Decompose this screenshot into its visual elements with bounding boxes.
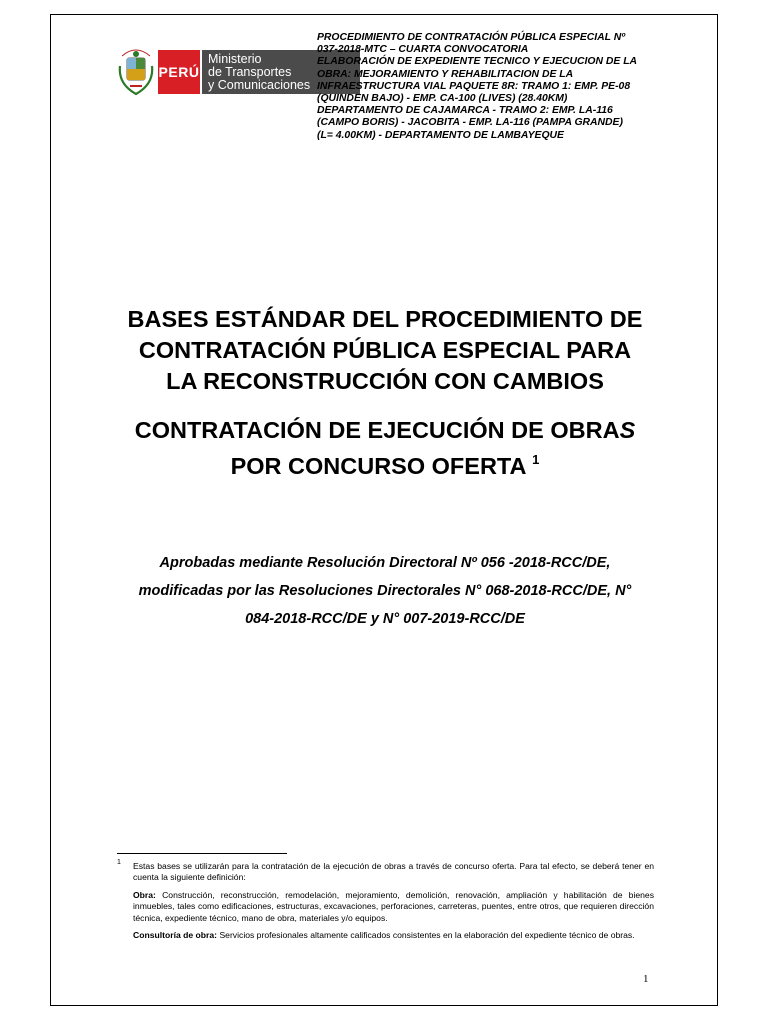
document-page bbox=[50, 14, 718, 1006]
coat-of-arms-icon bbox=[116, 36, 156, 100]
approval-line: 084-2018-RCC/DE y N° 007-2019-RCC/DE bbox=[245, 611, 525, 627]
subtitle-italic-letter: S bbox=[619, 417, 636, 443]
subtitle-main-text: CONTRATACIÓN DE EJECUCIÓN DE OBRA bbox=[134, 417, 620, 443]
title-line: BASES ESTÁNDAR DEL PROCEDIMIENTO DE bbox=[127, 306, 643, 332]
header-line: (L= 4.00KM) - DEPARTAMENTO DE LAMBAYEQUE bbox=[317, 129, 564, 141]
approval-line: Aprobadas mediante Resolución Directoral Nº 056 -2018-RCC/DE, bbox=[159, 555, 611, 571]
peru-label: PERÚ bbox=[158, 50, 200, 94]
consultoria-term: Consultoría de obra: bbox=[133, 930, 218, 941]
header-line: (CAMPO BORIS) - JACOBITA - EMP. LA-116 (PAMPA GRANDE) bbox=[317, 117, 623, 129]
approval-statement bbox=[51, 549, 719, 633]
footnote-text bbox=[133, 861, 654, 947]
subtitle-line-1 bbox=[51, 415, 719, 445]
footnote-mark: 1 bbox=[117, 859, 121, 866]
header-line: (QUINDEN BAJO) - EMP. CA-100 (LIVES) (28.40KM) bbox=[317, 93, 568, 105]
footnote-intro: Estas bases se utilizarán para la contratación de la ejecución de obras a través de concurso oferta. Para tal efecto, se deberá tener en cuenta la siguiente definición: bbox=[133, 861, 654, 883]
obra-term: Obra: bbox=[133, 889, 156, 900]
footnote-obra-definition bbox=[133, 890, 654, 924]
procedure-header bbox=[317, 32, 699, 142]
obra-definition: Construcción, reconstrucción, remodelación, mejoramiento, demolición, renovación, ampliación y habilitación de bienes inmuebles, tales como edificaciones, estructuras, excavaciones, perforaciones, carreteras, puentes, entre otros, que requieren dirección técnica, expediente técnico, mano de obra, materiales y/o equipos. bbox=[133, 889, 654, 923]
footnote-separator bbox=[117, 853, 287, 854]
footnote-consultoria-definition bbox=[133, 930, 654, 941]
consultoria-definition: Servicios profesionales altamente calificados consistentes en la elaboración del expediente técnico de obras. bbox=[219, 930, 635, 941]
header-line: 037-2018-MTC – CUARTA CONVOCATORIA bbox=[317, 44, 529, 56]
subtitle-line-2-text: POR CONCURSO OFERTA bbox=[230, 453, 526, 479]
document-title bbox=[51, 304, 719, 397]
header-line: ELABORACIÓN DE EXPEDIENTE TECNICO Y EJECUCION DE LA bbox=[317, 56, 638, 68]
header-line: OBRA: MEJORAMIENTO Y REHABILITACION DE LA bbox=[317, 68, 574, 80]
subtitle-line-2 bbox=[51, 445, 719, 481]
approval-line: modificadas por las Resoluciones Directorales N° 068-2018-RCC/DE, N° bbox=[138, 583, 632, 599]
footnote-reference[interactable]: 1 bbox=[532, 452, 540, 467]
document-subtitle bbox=[51, 415, 719, 481]
title-line: CONTRATACIÓN PÚBLICA ESPECIAL PARA bbox=[138, 337, 632, 363]
header-line: PROCEDIMIENTO DE CONTRATACIÓN PÚBLICA ESPECIAL Nº bbox=[317, 32, 626, 43]
ministry-line: Ministerio bbox=[208, 52, 262, 66]
title-line: LA RECONSTRUCCIÓN CON CAMBIOS bbox=[166, 368, 604, 394]
header-line: INFRAESTRUCTURA VIAL PAQUETE 8R: TRAMO 1: EMP. PE-08 bbox=[317, 80, 631, 92]
page-number: 1 bbox=[643, 973, 649, 985]
ministry-line: de Transportes bbox=[208, 65, 292, 79]
header-line: DEPARTAMENTO DE CAJAMARCA - TRAMO 2: EMP. LA-116 bbox=[317, 105, 613, 117]
ministry-line: y Comunicaciones bbox=[208, 78, 311, 92]
